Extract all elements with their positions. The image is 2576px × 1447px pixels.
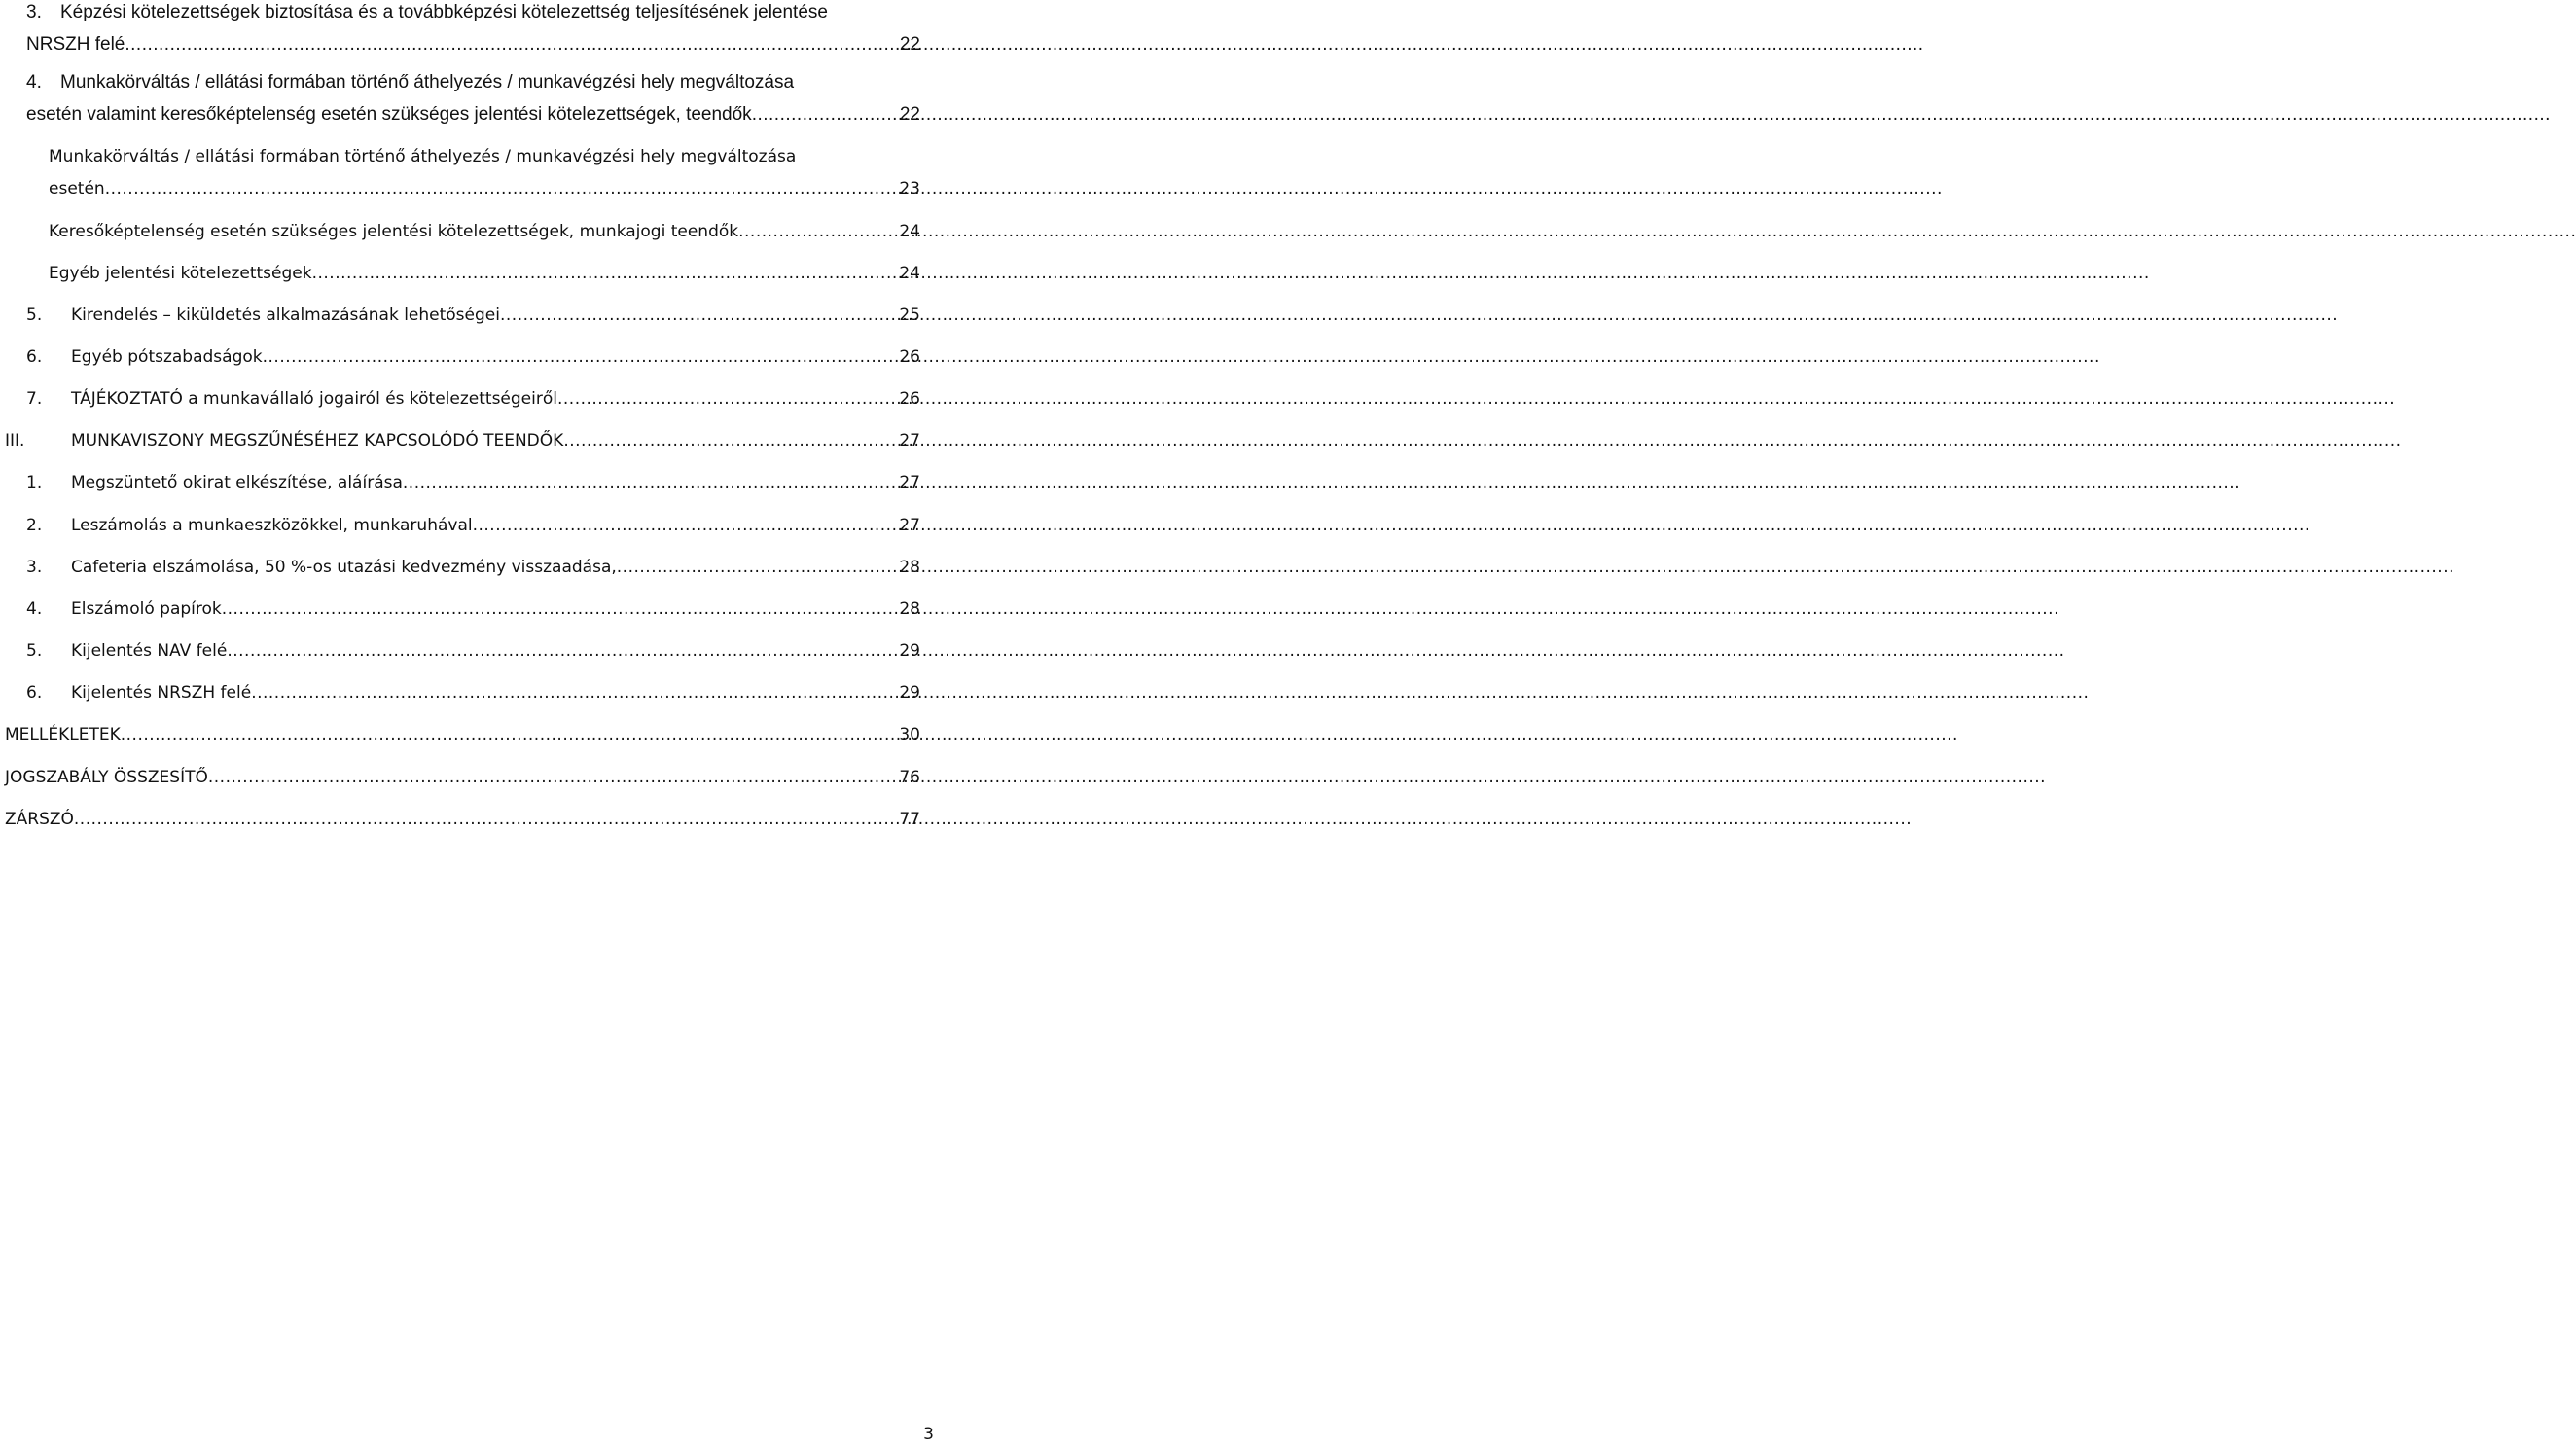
- toc-leader-dots: [617, 557, 898, 578]
- toc-page-number: 77: [899, 810, 920, 829]
- toc-leader-dots: [208, 767, 898, 788]
- toc-page-number: 27: [899, 516, 920, 535]
- toc-leader-dots: [312, 263, 898, 284]
- toc-page-number: 26: [899, 347, 920, 367]
- toc-page-number: 28: [899, 599, 920, 619]
- toc-entry-number: 5.: [26, 306, 43, 325]
- toc-entry-number: III.: [5, 431, 25, 451]
- toc-entry-number: 6.: [26, 683, 43, 703]
- toc-page-number: 22: [899, 34, 920, 54]
- toc-entry-title: Kijelentés NRSZH felé: [71, 683, 252, 703]
- toc-leader-dots: [251, 682, 897, 704]
- toc-entry-number: 4.: [26, 599, 43, 619]
- toc-entry-title: Munkakörváltás / ellátási formában történő áthelyezés / munkavégzési hely megváltozása: [49, 147, 797, 166]
- toc-entry-title-cont: esetén valamint keresőképtelenség esetén szükséges jelentési kötelezettségek, teendők: [26, 104, 752, 125]
- toc-leader-dots: [403, 472, 897, 493]
- toc-page-number: 30: [899, 725, 920, 744]
- toc-leader-dots: [752, 104, 898, 126]
- toc-page-number: 22: [899, 104, 920, 125]
- toc-page-number: 25: [899, 306, 920, 325]
- toc-page-number: 28: [899, 558, 920, 577]
- toc-leader-dots: [473, 515, 898, 536]
- toc-entry-title: Leszámolás a munkaeszközökkel, munkaruhával: [71, 516, 473, 535]
- toc-leader-dots: [563, 430, 897, 452]
- toc-entry-title: TÁJÉKOZTATÓ a munkavállaló jogairól és kötelezettségeiről: [71, 389, 557, 409]
- toc-entry-number: 2.: [26, 516, 43, 535]
- toc-entry-number: 1.: [26, 473, 43, 492]
- toc-leader-dots: [121, 724, 898, 745]
- toc-page-number: 24: [899, 222, 920, 241]
- toc-entry-title: Kirendelés – kiküldetés alkalmazásának lehetőségei: [71, 306, 500, 325]
- toc-entry-number: 4.: [26, 72, 42, 92]
- toc-leader-dots: [105, 178, 898, 199]
- toc-entry-title: JOGSZABÁLY ÖSSZESÍTŐ: [5, 768, 208, 787]
- toc-entry-title: MUNKAVISZONY MEGSZŰNÉSÉHEZ KAPCSOLÓDÓ TEENDŐK: [71, 431, 564, 451]
- toc-leader-dots: [263, 346, 898, 368]
- toc-page-number: 27: [899, 473, 920, 492]
- toc-entry-number: 5.: [26, 641, 43, 661]
- toc-entry-title: Elszámoló papírok: [71, 599, 222, 619]
- toc-entry-title-cont: esetén: [49, 179, 105, 199]
- toc-page-number: 26: [899, 389, 920, 409]
- toc-page-number: 23: [899, 179, 920, 199]
- toc-page-number: 29: [899, 683, 920, 703]
- toc-entry-title: Egyéb jelentési kötelezettségek: [49, 264, 312, 283]
- toc-entry-title: Keresőképtelenség esetén szükséges jelentési kötelezettségek, munkajogi teendők: [49, 222, 739, 241]
- toc-leader-dots: [74, 809, 897, 830]
- toc-page-number: 27: [899, 431, 920, 451]
- toc-entry-number: 6.: [26, 347, 43, 367]
- toc-entry-title-cont: NRSZH felé: [26, 34, 125, 54]
- toc-leader-dots: [222, 598, 898, 620]
- toc-leader-dots: [125, 34, 898, 55]
- page-number: 3: [923, 1425, 934, 1444]
- toc-page-number: 76: [899, 768, 920, 787]
- toc-entry-number: 3.: [26, 558, 43, 577]
- toc-page-number: 24: [899, 264, 920, 283]
- toc-leader-dots: [738, 221, 897, 242]
- toc-entry-title: Munkakörváltás / ellátási formában történő áthelyezés / munkavégzési hely megváltozása: [60, 72, 795, 92]
- toc-entry-number: 7.: [26, 389, 43, 409]
- toc-leader-dots: [500, 305, 897, 326]
- toc-entry-title: MELLÉKLETEK: [5, 725, 121, 744]
- toc-entry-title: Cafeteria elszámolása, 50 %-os utazási kedvezmény visszaadása,: [71, 558, 617, 577]
- toc-entry-title: Megszüntető okirat elkészítése, aláírása: [71, 473, 403, 492]
- toc-leader-dots: [557, 388, 897, 410]
- toc-leader-dots: [227, 640, 897, 662]
- toc-entry-number: 3.: [26, 2, 42, 22]
- toc-entry-title: Kijelentés NAV felé: [71, 641, 228, 661]
- toc-entry-title: Egyéb pótszabadságok: [71, 347, 263, 367]
- toc-page-number: 29: [899, 641, 920, 661]
- toc-entry-title: Képzési kötelezettségek biztosítása és a továbbképzési kötelezettség teljesítésének jelentése: [60, 2, 828, 22]
- toc-entry-title: ZÁRSZÓ: [5, 810, 74, 829]
